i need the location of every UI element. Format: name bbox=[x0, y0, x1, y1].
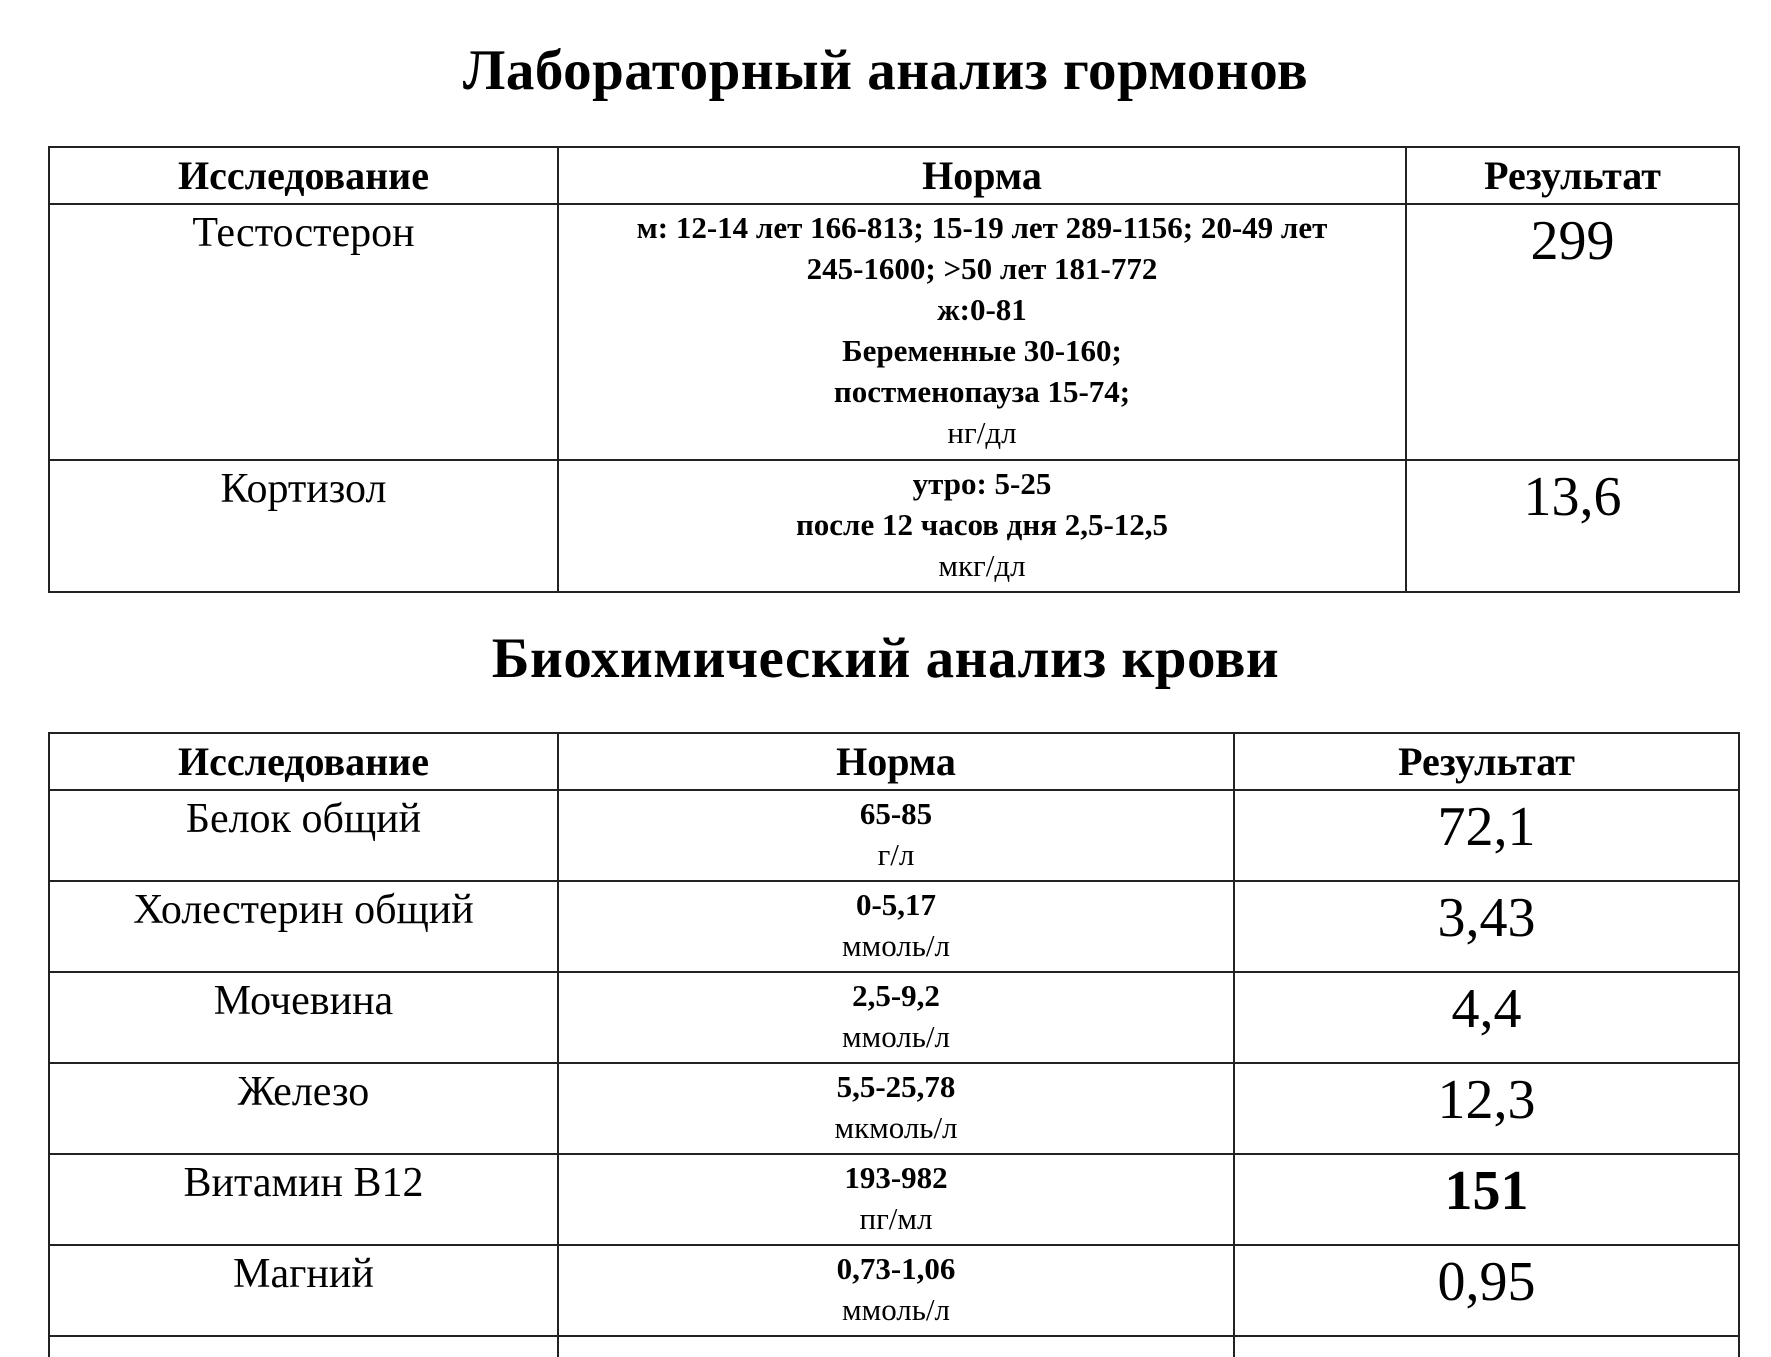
norm-line: утро: 5-25 bbox=[912, 466, 1052, 501]
norm-line: м: 12-14 лет 166-813; 15-19 лет 289-1156; 20-49 лет bbox=[636, 210, 1328, 245]
table-row bbox=[49, 881, 1739, 972]
norm-unit: ммоль/л bbox=[841, 1019, 950, 1054]
table-row bbox=[49, 460, 1739, 592]
study-name: Магний bbox=[49, 1245, 558, 1336]
norm-range bbox=[558, 204, 1406, 460]
result-value-flagged: 151 bbox=[1234, 1154, 1739, 1245]
table-row bbox=[49, 972, 1739, 1063]
norm-range bbox=[558, 1063, 1234, 1154]
study-name: Белок общий bbox=[49, 790, 558, 881]
table-row-cutoff bbox=[49, 1336, 1739, 1357]
norm-line: после 12 часов дня 2,5-12,5 bbox=[795, 507, 1169, 542]
norm-range bbox=[558, 460, 1406, 592]
header-result: Результат bbox=[1406, 147, 1739, 204]
norm-line: постменопауза 15-74; bbox=[833, 374, 1131, 409]
biochem-table bbox=[48, 732, 1740, 1357]
result-value: 4,4 bbox=[1234, 972, 1739, 1063]
biochem-section-title: Биохимический анализ крови bbox=[491, 627, 1280, 690]
study-name: Кортизол bbox=[49, 460, 558, 592]
header-study: Исследование bbox=[49, 733, 558, 790]
norm-range bbox=[558, 790, 1234, 881]
norm-line: 65-85 bbox=[859, 796, 933, 831]
table-header-row bbox=[49, 147, 1739, 204]
hormones-table bbox=[48, 146, 1740, 593]
table-row bbox=[49, 1245, 1739, 1336]
empty-cell bbox=[558, 1336, 1234, 1357]
table-header-row bbox=[49, 733, 1739, 790]
norm-line: 0-5,17 bbox=[855, 887, 937, 922]
norm-unit: ммоль/л bbox=[841, 1292, 950, 1327]
norm-unit: пг/мл bbox=[859, 1201, 933, 1236]
result-value: 72,1 bbox=[1234, 790, 1739, 881]
norm-line: 2,5-9,2 bbox=[852, 978, 940, 1013]
result-value: 13,6 bbox=[1406, 460, 1739, 592]
norm-line: 5,5-25,78 bbox=[836, 1069, 956, 1104]
norm-unit: нг/дл bbox=[947, 415, 1017, 450]
study-name: Витамин В12 bbox=[49, 1154, 558, 1245]
result-value: 299 bbox=[1406, 204, 1739, 460]
norm-range bbox=[558, 1245, 1234, 1336]
empty-cell bbox=[49, 1336, 558, 1357]
norm-line: 193-982 bbox=[844, 1160, 948, 1195]
norm-range bbox=[558, 1154, 1234, 1245]
table-row bbox=[49, 204, 1739, 460]
norm-unit: ммоль/л bbox=[841, 928, 950, 963]
header-norm: Норма bbox=[558, 147, 1406, 204]
table-row bbox=[49, 1063, 1739, 1154]
empty-cell bbox=[1234, 1336, 1739, 1357]
result-value: 0,95 bbox=[1234, 1245, 1739, 1336]
norm-unit: мкг/дл bbox=[938, 548, 1026, 583]
norm-line: 0,73-1,06 bbox=[836, 1251, 956, 1286]
hormones-section-title: Лабораторный анализ гормонов bbox=[462, 39, 1309, 102]
norm-line: ж:0-81 bbox=[937, 292, 1027, 327]
header-study: Исследование bbox=[49, 147, 558, 204]
norm-line: 245-1600; >50 лет 181-772 bbox=[806, 251, 1158, 286]
header-norm: Норма bbox=[558, 733, 1234, 790]
header-result: Результат bbox=[1234, 733, 1739, 790]
norm-line: Беременные 30-160; bbox=[842, 333, 1122, 368]
study-name: Мочевина bbox=[49, 972, 558, 1063]
result-value: 3,43 bbox=[1234, 881, 1739, 972]
study-name: Холестерин общий bbox=[49, 881, 558, 972]
table-row bbox=[49, 1154, 1739, 1245]
norm-range bbox=[558, 972, 1234, 1063]
norm-unit: г/л bbox=[877, 837, 915, 872]
study-name: Тестостерон bbox=[49, 204, 558, 460]
study-name: Железо bbox=[49, 1063, 558, 1154]
norm-unit: мкмоль/л bbox=[834, 1110, 958, 1145]
norm-range bbox=[558, 881, 1234, 972]
table-row bbox=[49, 790, 1739, 881]
result-value: 12,3 bbox=[1234, 1063, 1739, 1154]
